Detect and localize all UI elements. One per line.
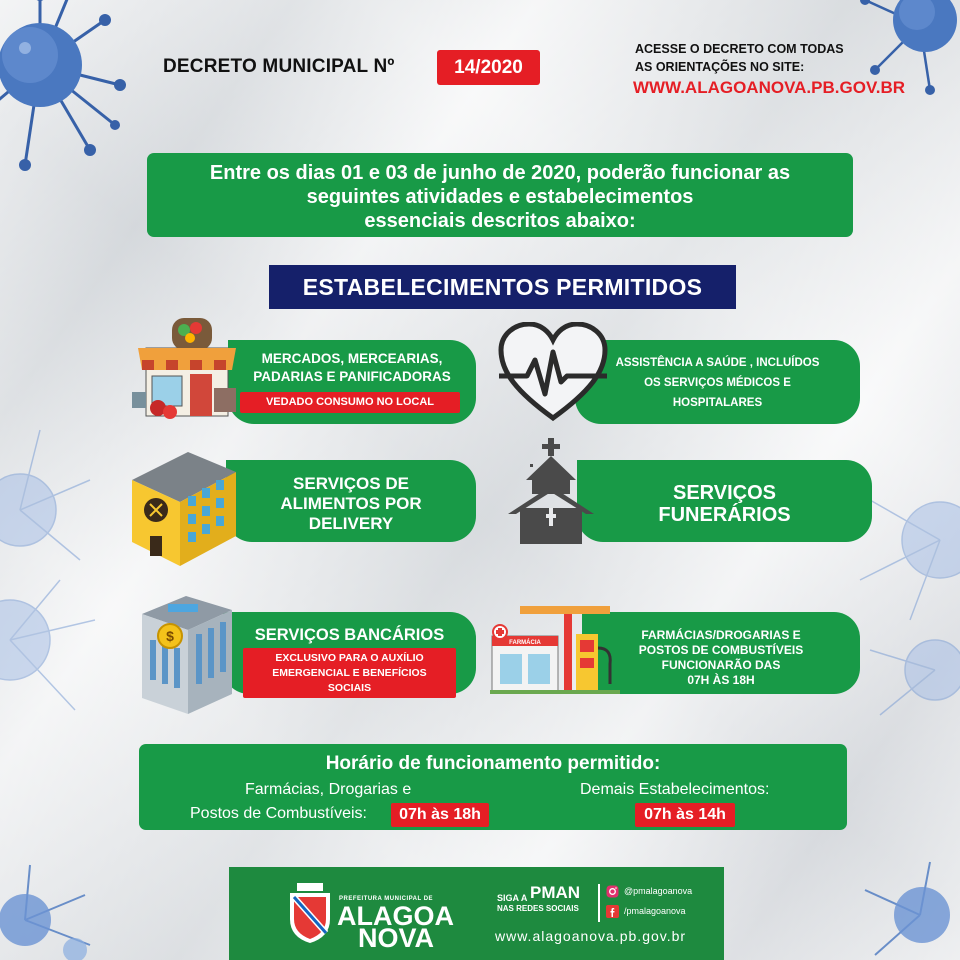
virus-illustration-bottom-left <box>0 860 100 960</box>
card-funeral-line1: SERVIÇOS <box>673 482 776 504</box>
card-banks-title: SERVIÇOS BANCÁRIOS <box>254 626 445 644</box>
card-health-line1: ASSISTÊNCIA A SAÚDE , INCLUÍDOS <box>615 357 820 369</box>
footer-divider <box>598 884 600 922</box>
schedule-left-time: 07h às 18h <box>391 803 489 827</box>
card-banks-note-line2: EMERGENCIAL E BENEFÍCIOS <box>272 667 427 679</box>
restaurant-building-icon <box>128 440 240 570</box>
card-markets <box>228 340 476 424</box>
card-banks-note <box>243 648 456 698</box>
virus-illustration-left <box>0 420 110 720</box>
pharmacy-gas-station-icon <box>490 604 620 696</box>
card-pharmacy-line3: FUNCIONARÃO DAS <box>661 658 781 672</box>
card-funeral-line2: FUNERÁRIOS <box>658 504 791 526</box>
footer-follow-brand: PMAN <box>530 883 581 902</box>
svg-text:$: $ <box>166 628 174 644</box>
city-coat-of-arms-icon <box>287 883 333 945</box>
footer-website-link[interactable]: www.alagoanova.pb.gov.br <box>495 928 687 944</box>
heartbeat-icon <box>497 322 609 424</box>
footer-facebook-handle[interactable]: /pmalagoanova <box>624 906 686 916</box>
card-delivery-line3: DELIVERY <box>308 514 394 533</box>
intro-line3: essenciais descritos abaixo: <box>364 210 636 232</box>
footer-prefeitura-text: PREFEITURA MUNICIPAL DE <box>339 896 434 902</box>
schedule-left-line2: Postos de Combustíveis: <box>190 805 367 822</box>
intro-line2: seguintes atividades e estabelecimentos <box>306 186 694 208</box>
pharmacy-sign-text: FARMÁCIA <box>509 640 541 646</box>
schedule-right-line1: Demais Estabelecimentos: <box>580 781 770 798</box>
card-markets-note: VEDADO CONSUMO NO LOCAL <box>240 392 460 413</box>
bank-building-icon <box>138 590 236 718</box>
card-funeral <box>577 460 872 542</box>
intro-line1: Entre os dias 01 e 03 de junho de 2020, poderão funcionar as <box>209 162 791 184</box>
card-health-line2: OS SERVIÇOS MÉDICOS E <box>644 377 791 389</box>
facebook-icon[interactable] <box>606 905 619 918</box>
decree-title: DECRETO MUNICIPAL Nº <box>163 56 395 77</box>
footer-city-line1: ALAGOA <box>337 901 454 931</box>
card-banks-note-line1: EXCLUSIVO PARA O AUXÍLIO <box>275 652 424 664</box>
chapel-icon <box>506 436 596 546</box>
card-delivery-line2: ALIMENTOS POR <box>280 494 422 513</box>
schedule-title: Horário de funcionamento permitido: <box>325 753 661 774</box>
card-health-line3: HOSPITALARES <box>672 397 763 409</box>
card-pharmacy-line1: FARMÁCIAS/DROGARIAS E <box>641 628 801 642</box>
access-text-line2: AS ORIENTAÇÕES NO SITE: <box>635 60 805 74</box>
card-delivery-line1: SERVIÇOS DE <box>293 474 409 493</box>
site-url-link[interactable]: WWW.ALAGOANOVA.PB.GOV.BR <box>633 78 905 97</box>
card-markets-line1: MERCADOS, MERCEARIAS, <box>261 351 443 366</box>
card-pharmacy-line2: POSTOS DE COMBUSTÍVEIS <box>638 643 804 657</box>
instagram-icon[interactable] <box>606 885 619 898</box>
schedule-left-line1: Farmácias, Drogarias e <box>245 781 412 798</box>
section-title: ESTABELECIMENTOS PERMITIDOS <box>269 265 736 309</box>
virus-illustration-bottom-right <box>860 860 960 960</box>
footer-city-line2: NOVA <box>358 923 435 953</box>
decree-number-badge: 14/2020 <box>437 50 540 85</box>
store-icon <box>128 308 243 423</box>
card-delivery <box>226 460 476 542</box>
footer-follow-line2: NAS REDES SOCIAIS <box>497 904 579 913</box>
schedule-right-time: 07h às 14h <box>635 803 735 827</box>
footer-instagram-handle[interactable]: @pmalagoanova <box>624 886 693 896</box>
card-banks <box>223 612 476 694</box>
card-banks-note-line3: SOCIAIS <box>327 682 372 694</box>
card-pharmacy-line4: 07H ÀS 18H <box>687 673 755 687</box>
card-pharmacy <box>582 612 860 694</box>
card-health <box>575 340 860 424</box>
virus-illustration-top-left <box>0 0 140 180</box>
card-markets-line2: PADARIAS E PANIFICADORAS <box>253 369 451 384</box>
access-text-line1: ACESSE O DECRETO COM TODAS <box>635 42 844 56</box>
footer-follow-line1: SIGA A <box>497 893 528 903</box>
intro-box <box>147 153 853 237</box>
